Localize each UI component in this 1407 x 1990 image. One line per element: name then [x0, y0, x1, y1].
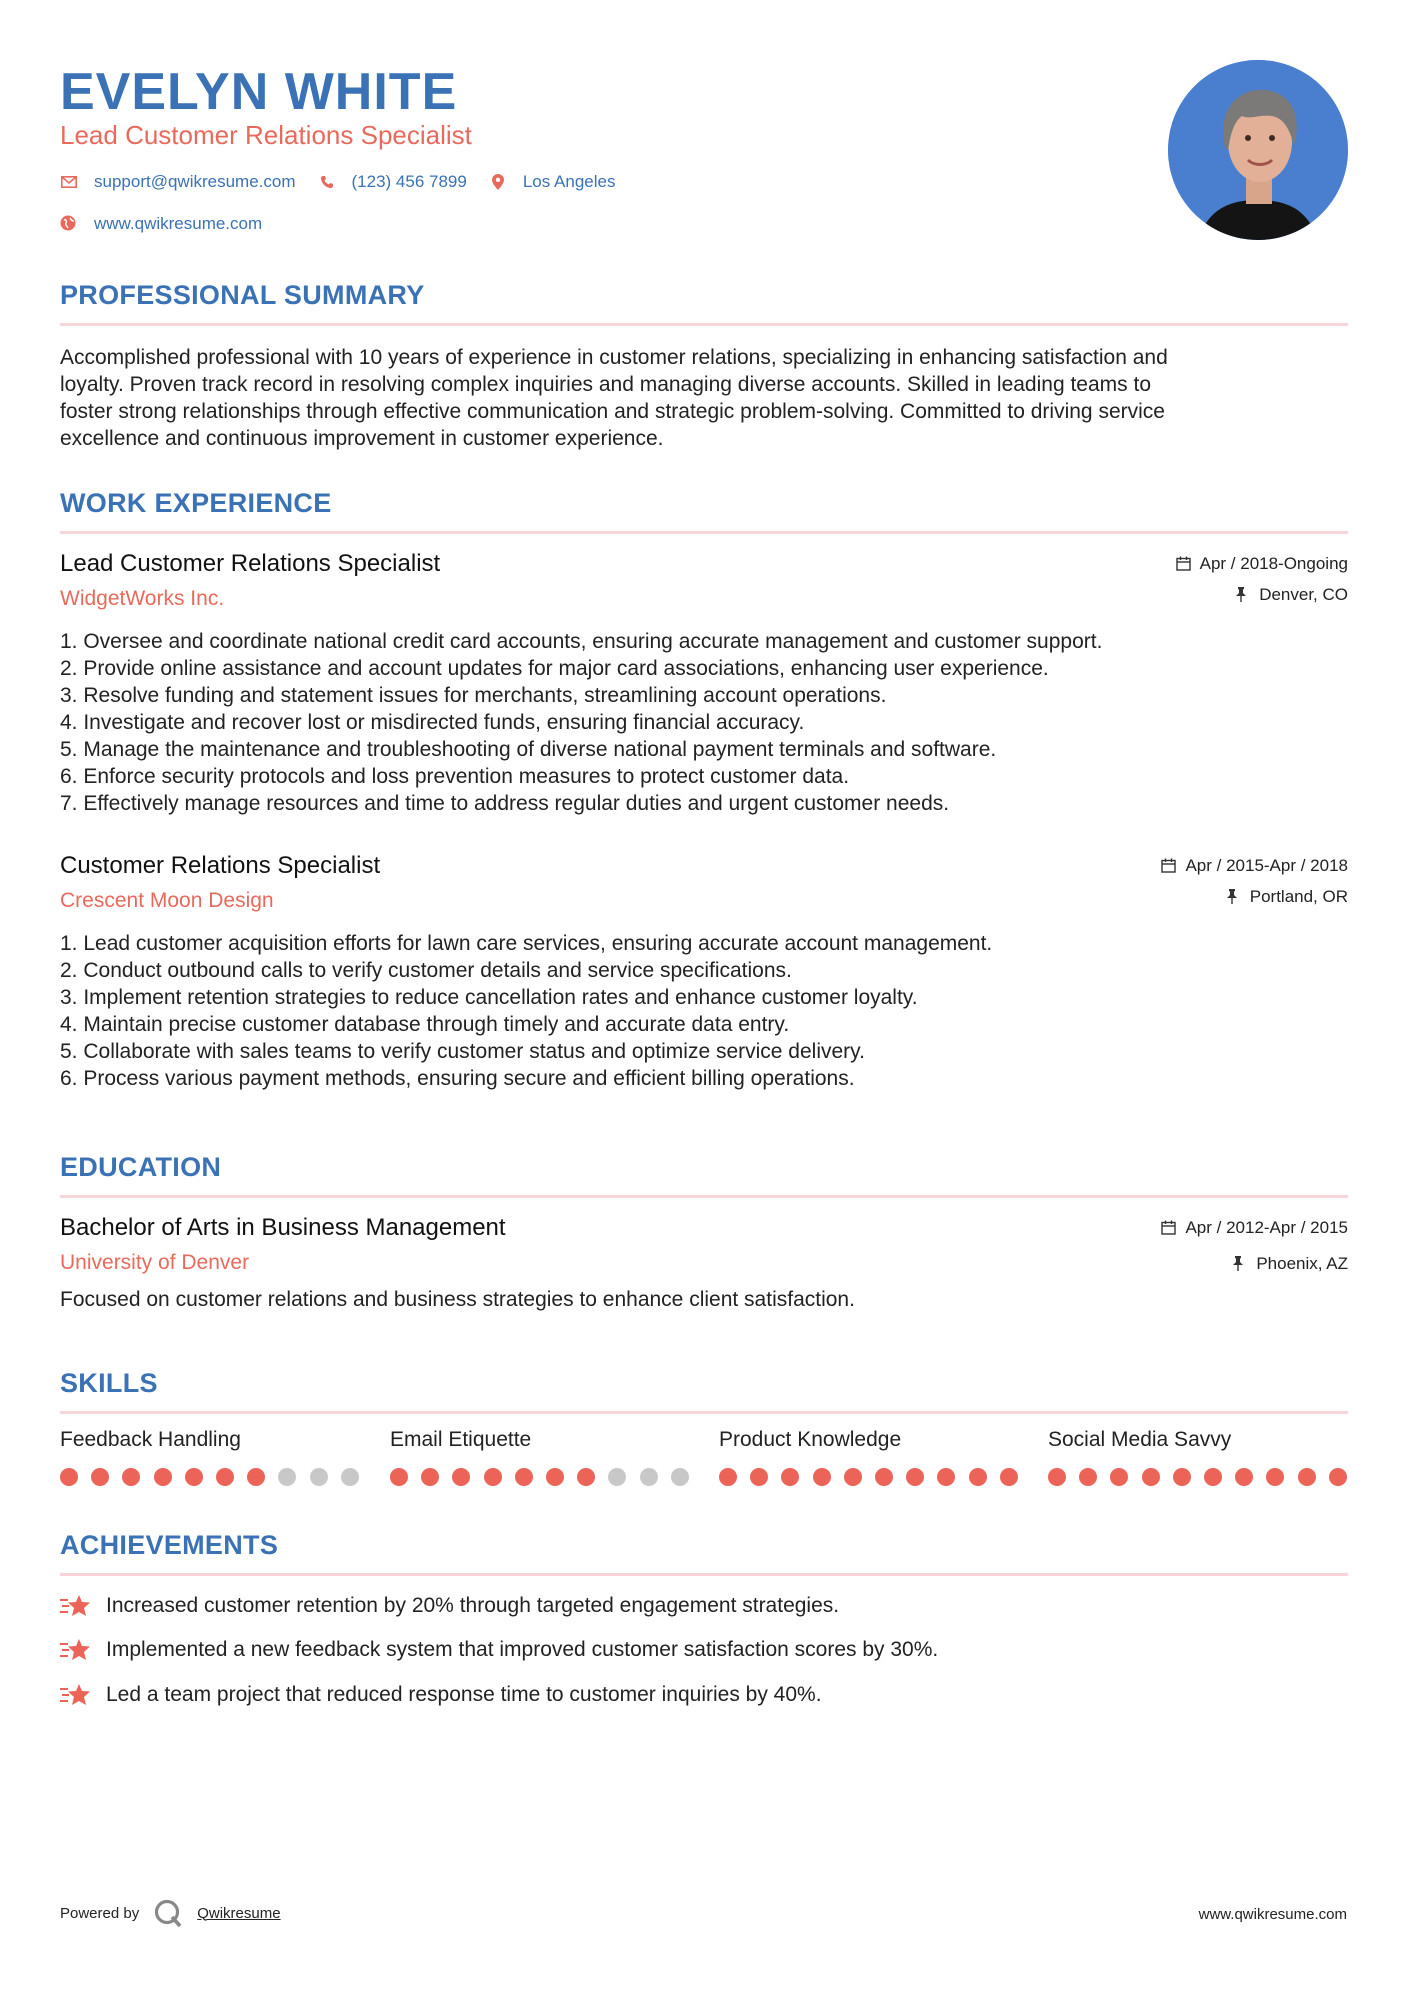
rating-dot-empty: [341, 1468, 359, 1486]
rating-dot-filled: [1048, 1468, 1066, 1486]
summary-text: [60, 344, 1348, 452]
email-text: support@qwikresume.com: [94, 172, 296, 191]
job-entry: [60, 852, 1348, 1112]
skill-name: Product Knowledge: [719, 1428, 902, 1451]
rating-dot-filled: [577, 1468, 595, 1486]
rating-dot-filled: [122, 1468, 140, 1486]
shooting-star-icon: [60, 1636, 92, 1664]
skill-item: [390, 1428, 690, 1452]
candidate-title: Lead Customer Relations Specialist: [60, 120, 472, 150]
rating-dot-filled: [813, 1468, 831, 1486]
education-description: Focused on customer relations and business strategies to enhance client satisfaction.: [60, 1288, 855, 1311]
experience-heading: WORK EXPERIENCE: [60, 488, 332, 518]
achievements-heading: ACHIEVEMENTS: [60, 1530, 279, 1560]
list-item: 4. Investigate and recover lost or misdirected funds, ensuring financial accuracy.: [60, 711, 805, 734]
shooting-star-icon: [60, 1681, 92, 1709]
achievement-item: [60, 1592, 1348, 1620]
job-location-text: Portland, OR: [1249, 887, 1348, 906]
education-date-text: Apr / 2012-Apr / 2015: [1185, 1218, 1348, 1237]
summary-line: excellence and continuous improvement in customer experience.: [60, 427, 664, 450]
rating-dot-filled: [906, 1468, 924, 1486]
rating-dot-filled: [1298, 1468, 1316, 1486]
job-date: [1176, 554, 1348, 574]
contact-website[interactable]: [60, 214, 262, 234]
skill-name: Feedback Handling: [60, 1428, 241, 1451]
rating-dot-filled: [750, 1468, 768, 1486]
job-location: [1235, 585, 1348, 605]
skill-rating: [60, 1468, 372, 1486]
footer-website[interactable]: www.qwikresume.com: [1198, 1906, 1347, 1923]
rating-dot-filled: [154, 1468, 172, 1486]
qwikresume-logo-icon: [153, 1898, 183, 1928]
achievement-text: Led a team project that reduced response time to customer inquiries by 40%.: [106, 1683, 822, 1706]
achievement-text: Implemented a new feedback system that improved customer satisfaction scores by 30%.: [106, 1638, 939, 1661]
summary-line: Accomplished professional with 10 years of experience in customer relations, specializing in enhancing satisfaction and: [60, 346, 1168, 369]
contact-phone[interactable]: [318, 172, 467, 192]
job-location: [1226, 887, 1348, 907]
rating-dot-empty: [671, 1468, 689, 1486]
rating-dot-filled: [1204, 1468, 1222, 1486]
job-company: Crescent Moon Design: [60, 889, 274, 912]
skill-name: Social Media Savvy: [1048, 1428, 1232, 1451]
skill-name: Email Etiquette: [390, 1428, 532, 1451]
job-title: Lead Customer Relations Specialist: [60, 550, 441, 577]
footer-powered-by: [60, 1898, 281, 1928]
summary-heading: PROFESSIONAL SUMMARY: [60, 280, 425, 310]
skill-item: [719, 1428, 1019, 1452]
section-divider: [60, 1411, 1348, 1414]
rating-dot-filled: [1266, 1468, 1284, 1486]
achievement-item: [60, 1636, 1348, 1664]
education-date: [1161, 1218, 1348, 1238]
contact-location: [489, 172, 616, 192]
summary-section: [60, 280, 1348, 452]
achievement-item: [60, 1681, 1348, 1709]
job-date: [1161, 856, 1348, 876]
job-date-text: Apr / 2015-Apr / 2018: [1185, 856, 1348, 875]
skill-rating: [719, 1468, 1031, 1486]
rating-dot-filled: [60, 1468, 78, 1486]
rating-dot-filled: [452, 1468, 470, 1486]
rating-dot-filled: [1235, 1468, 1253, 1486]
list-item: 1. Oversee and coordinate national credit card accounts, ensuring accurate management and customer support.: [60, 630, 1103, 653]
rating-dot-filled: [1142, 1468, 1160, 1486]
rating-dot-filled: [91, 1468, 109, 1486]
calendar-icon: [1161, 858, 1177, 874]
job-entry: [60, 550, 1348, 830]
rating-dot-filled: [515, 1468, 533, 1486]
education-location-text: Phoenix, AZ: [1256, 1254, 1348, 1273]
rating-dot-filled: [844, 1468, 862, 1486]
candidate-name: EVELYN WHITE: [60, 63, 458, 121]
rating-dot-filled: [719, 1468, 737, 1486]
rating-dot-empty: [310, 1468, 328, 1486]
education-location: [1232, 1254, 1348, 1274]
list-item: 2. Provide online assistance and account updates for major card associations, enhancing user experience.: [60, 657, 1049, 680]
rating-dot-filled: [247, 1468, 265, 1486]
envelope-icon: [60, 173, 78, 191]
rating-dot-filled: [216, 1468, 234, 1486]
achievement-text: Increased customer retention by 20% through targeted engagement strategies.: [106, 1594, 840, 1617]
skill-item: [1048, 1428, 1348, 1452]
rating-dot-filled: [875, 1468, 893, 1486]
skills-grid: [60, 1428, 1348, 1498]
calendar-icon: [1176, 556, 1192, 572]
powered-by-label: Powered by: [60, 1904, 140, 1922]
website-text: www.qwikresume.com: [94, 214, 263, 233]
section-divider: [60, 1573, 1348, 1576]
profile-photo: [1168, 60, 1348, 240]
education-entry: [60, 1214, 1348, 1324]
section-divider: [60, 323, 1348, 326]
location-text: Los Angeles: [522, 172, 616, 191]
list-item: 1. Lead customer acquisition efforts for lawn care services, ensuring accurate account management.: [60, 932, 993, 955]
list-item: 3. Implement retention strategies to reduce cancellation rates and enhance customer loyalty.: [60, 986, 918, 1009]
section-divider: [60, 1195, 1348, 1198]
rating-dot-empty: [278, 1468, 296, 1486]
list-item: 3. Resolve funding and statement issues for merchants, streamlining account operations.: [60, 684, 887, 707]
rating-dot-filled: [1173, 1468, 1191, 1486]
rating-dot-filled: [937, 1468, 955, 1486]
education-section: [60, 1152, 1348, 1198]
list-item: 4. Maintain precise customer database through timely and accurate data entry.: [60, 1013, 790, 1036]
list-item: 2. Conduct outbound calls to verify customer details and service specifications.: [60, 959, 792, 982]
rating-dot-filled: [1079, 1468, 1097, 1486]
phone-text: (123) 456 7899: [351, 172, 467, 191]
map-pin-icon: [489, 173, 507, 191]
summary-line: loyalty. Proven track record in resolving complex inquiries and managing diverse accounts. Skilled in leading teams to: [60, 373, 1151, 396]
rating-dot-filled: [1329, 1468, 1347, 1486]
globe-icon: [60, 215, 78, 233]
summary-line: foster strong relationships through effective communication and strategic problem-solving. Committed to driving service: [60, 400, 1165, 423]
experience-section: [60, 488, 1348, 534]
job-duties: [60, 930, 992, 1092]
section-divider: [60, 531, 1348, 534]
list-item: 6. Enforce security protocols and loss prevention measures to protect customer data.: [60, 765, 850, 788]
rating-dot-filled: [546, 1468, 564, 1486]
skill-item: [60, 1428, 360, 1452]
rating-dot-filled: [1000, 1468, 1018, 1486]
contact-row: [60, 172, 637, 192]
list-item: 5. Manage the maintenance and troubleshooting of diverse national payment terminals and software.: [60, 738, 997, 761]
pushpin-icon: [1226, 889, 1242, 905]
list-item: 6. Process various payment methods, ensuring secure and efficient billing operations.: [60, 1067, 855, 1090]
job-title: Customer Relations Specialist: [60, 852, 381, 879]
job-company: WidgetWorks Inc.: [60, 587, 225, 610]
job-location-text: Denver, CO: [1259, 585, 1348, 604]
pushpin-icon: [1232, 1256, 1248, 1272]
pushpin-icon: [1235, 587, 1251, 603]
contact-email[interactable]: [60, 172, 296, 192]
list-item: 5. Collaborate with sales teams to verify customer status and optimize service delivery.: [60, 1040, 865, 1063]
qwikresume-link[interactable]: Qwikresume: [197, 1904, 281, 1922]
phone-icon: [318, 173, 336, 191]
education-heading: EDUCATION: [60, 1152, 222, 1182]
rating-dot-filled: [1110, 1468, 1128, 1486]
shooting-star-icon: [60, 1592, 92, 1620]
rating-dot-filled: [185, 1468, 203, 1486]
list-item: 7. Effectively manage resources and time to address regular duties and urgent customer needs.: [60, 792, 950, 815]
rating-dot-filled: [969, 1468, 987, 1486]
job-date-text: Apr / 2018-Ongoing: [1199, 554, 1348, 573]
rating-dot-empty: [640, 1468, 658, 1486]
achievements-section: [60, 1530, 1348, 1576]
rating-dot-empty: [608, 1468, 626, 1486]
rating-dot-filled: [390, 1468, 408, 1486]
calendar-icon: [1161, 1220, 1177, 1236]
skills-heading: SKILLS: [60, 1368, 158, 1398]
school-name: University of Denver: [60, 1251, 250, 1274]
rating-dot-filled: [484, 1468, 502, 1486]
job-duties: [60, 628, 1102, 817]
skills-section: [60, 1368, 1348, 1414]
rating-dot-filled: [421, 1468, 439, 1486]
skill-rating: [1048, 1468, 1360, 1486]
degree-title: Bachelor of Arts in Business Management: [60, 1214, 506, 1241]
rating-dot-filled: [781, 1468, 799, 1486]
skill-rating: [390, 1468, 702, 1486]
